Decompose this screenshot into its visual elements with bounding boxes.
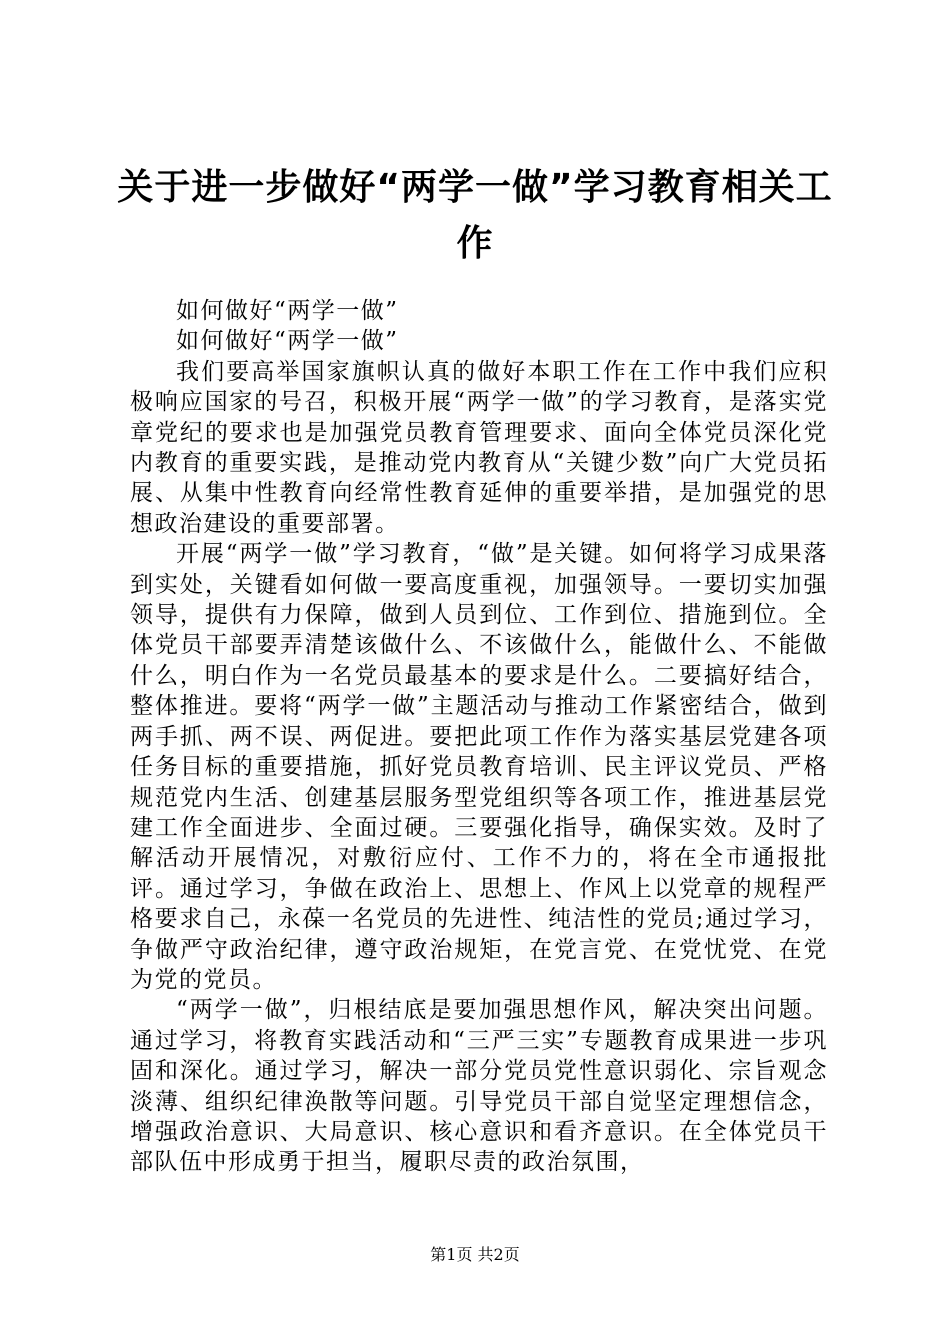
- paragraph: 如何做好“两学一做”: [176, 298, 399, 324]
- paragraph: 我们要高举国家旗帜认真的做好本职工作在工作中我们应积极响应国家的号召，积极开展“两学一做”的学习教育，是落实党章党纪的要求也是加强党员教育管理要求、面向全体党员深化党内教育的重要实践，是推动党内教育从“关键少数”向广大党员拓展、从集中性教育向经常性教育延伸的重要举措，是加强党的思想政治建设的重要部署。: [130, 358, 828, 537]
- page-footer: 第1页 共2页: [430, 1245, 520, 1264]
- document-title: 关于进一步做好“两学一做”学习教育相关工作: [117, 167, 833, 264]
- paragraph: 开展“两学一做”学习教育，“做”是关键。如何将学习成果落到实处，关键看如何做一要高度重视，加强领导。一要切实加强领导，提供有力保障，做到人员到位、工作到位、措施到位。全体党员干部要弄清楚该做什么、不该做什么，能做什么、不能做什么，明白作为一名党员最基本的要求是什么。二要搞好结合，整体推进。要将“两学一做”主题活动与推动工作紧密结合，做到两手抓、两不误、两促进。要把此项工作作为落实基层党建各项任务目标的重要措施，抓好党员教育培训、民主评议党员、严格规范党内生活、创建基层服务型党组织等各项工作，推进基层党建工作全面进步、全面过硬。三要强化指导，确保实效。及时了解活动开展情况，对敷衍应付、工作不力的，将在全市通报批评。通过学习，争做在政治上、思想上、作风上以党章的规程严格要求自己，永葆一名党员的先进性、纯洁性的党员;通过学习，争做严守政治纪律，遵守政治规矩，在党言党、在党忧党、在党为党的党员。: [130, 541, 828, 993]
- paragraph: 如何做好“两学一做”: [176, 328, 399, 355]
- document-body: [130, 296, 828, 1178]
- paragraph: “两学一做”，归根结底是要加强思想作风，解决突出问题。通过学习，将教育实践活动和“三严三实”专题教育成果进一步巩固和深化。通过学习，解决一部分党员党性意识弱化、宗旨观念淡薄、组织纪律涣散等问题。引导党员干部自觉坚定理想信念，增强政治意识、大局意识、核心意识和看齐意识。在全体党员干部队伍中形成勇于担当，履职尽责的政治氛围，: [130, 997, 828, 1176]
